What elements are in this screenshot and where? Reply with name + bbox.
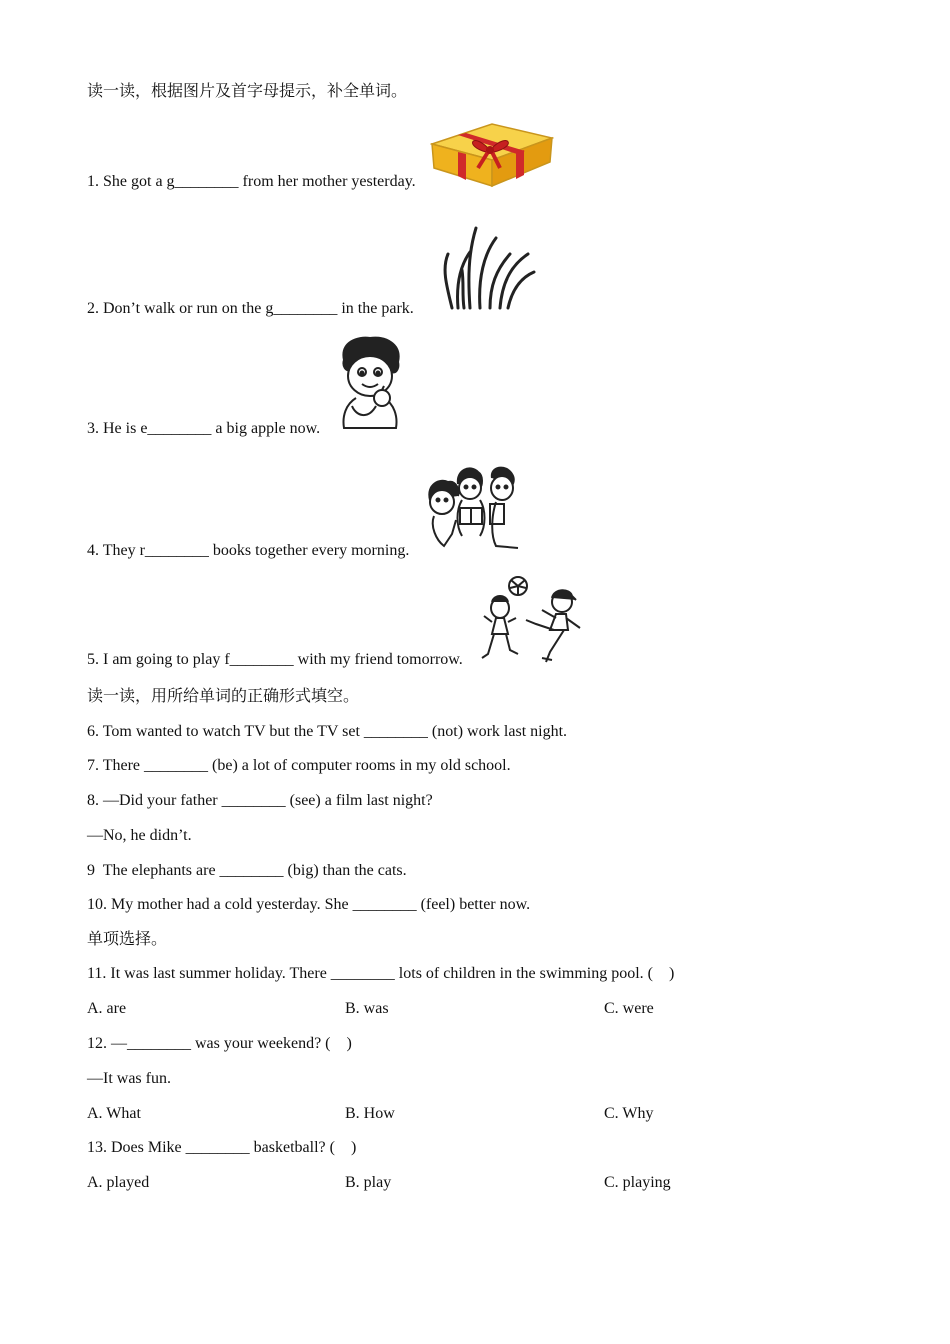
- q13-option-c: C. playing: [604, 1174, 671, 1191]
- question-6: 6. Tom wanted to watch TV but the TV set ________ (not) work last night.: [87, 723, 568, 740]
- section1-instruction: 读一读，根据图片及首字母提示，补全单词。: [87, 83, 408, 100]
- children-reading-icon: [426, 464, 524, 552]
- question-12-answer: —It was fun.: [87, 1070, 171, 1087]
- question-10: 10. My mother had a cold yesterday. She ________ (feel) better now.: [87, 896, 531, 913]
- boy-eating-apple-icon: [338, 336, 404, 430]
- question-8: 8. —Did your father ________ (see) a film last night?: [87, 792, 433, 809]
- question-4: 4. They r________ books together every morning.: [87, 542, 410, 559]
- q12-option-c: C. Why: [604, 1105, 654, 1122]
- q12-option-a: A. What: [87, 1105, 141, 1122]
- section2-instruction: 读一读，用所给单词的正确形式填空。: [87, 688, 360, 705]
- question-1: 1. She got a g________ from her mother yesterday.: [87, 173, 416, 190]
- boys-playing-football-icon: [480, 574, 584, 666]
- question-8-answer: —No, he didn’t.: [87, 827, 192, 844]
- grass-icon: [440, 224, 536, 312]
- q11-option-a: A. are: [87, 1000, 127, 1017]
- question-5: 5. I am going to play f________ with my friend tomorrow.: [87, 651, 463, 668]
- q13-option-b: B. play: [345, 1174, 392, 1191]
- q13-option-a: A. played: [87, 1174, 150, 1191]
- section3-instruction: 单项选择。: [87, 931, 168, 948]
- q12-option-b: B. How: [345, 1105, 395, 1122]
- question-13: 13. Does Mike ________ basketball? ( ): [87, 1139, 357, 1156]
- gift-box-icon: [430, 112, 554, 188]
- question-12: 12. —________ was your weekend? ( ): [87, 1035, 352, 1052]
- q11-option-c: C. were: [604, 1000, 654, 1017]
- question-7: 7. There ________ (be) a lot of computer rooms in my old school.: [87, 757, 511, 774]
- q11-option-b: B. was: [345, 1000, 389, 1017]
- question-2: 2. Don’t walk or run on the g________ in the park.: [87, 300, 414, 317]
- question-3: 3. He is e________ a big apple now.: [87, 420, 321, 437]
- question-11: 11. It was last summer holiday. There ________ lots of children in the swimming pool. ( ): [87, 965, 675, 982]
- question-9: 9 The elephants are ________ (big) than the cats.: [87, 862, 407, 879]
